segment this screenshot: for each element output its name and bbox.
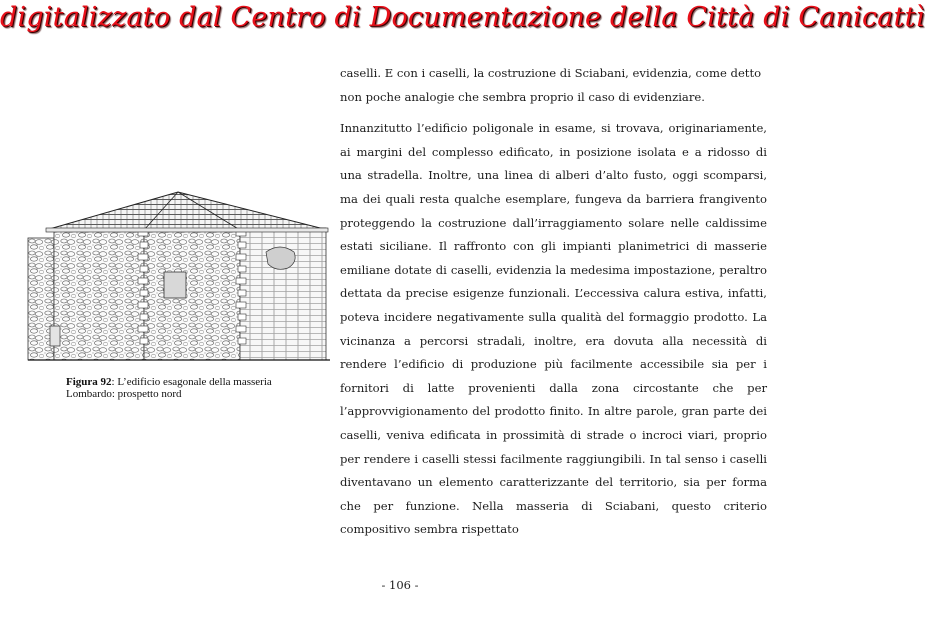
body-paragraph: caselli. E con i caselli, la costruzione di Sciabani, evidenzia, come detto non poche analogie che sembra proprio il caso di evidenziare. xyxy=(340,66,762,104)
roof-eave xyxy=(46,228,328,232)
page-number: - 106 - xyxy=(381,578,419,592)
building-elevation-figure xyxy=(28,190,333,365)
figure-caption xyxy=(66,376,316,400)
digitization-banner: digitalizzato dal Centro di Documentazione della Città di Canicattì xyxy=(0,2,925,33)
body-paragraph: Innanzitutto l’edificio poligonale in esame, si trovava, originariamente, ai margini del complesso edificato, in posizione isolata e a ridosso di una stradella. Inoltre, una linea di alberi d’alto fusto, oggi scomparsi, ma dei quali resta qualche esemplare, fungeva da barriera frangivento proteggendo la costruzione dall’irraggiamento solare nelle caldissime estati siciliane. Il raffronto con gli impianti planimetrici di masserie emiliane dotate di caselli, evidenzia la medesima impostazione, peraltro dettata da precise esigenze funzionali. L’eccessiva calura estiva, infatti, poteva incidere negativamente sulla qualità del formaggio prodotto. La vicinanza a percorsi stradali, inoltre, era dovuta alla necessità di rendere l’edificio di produzione più facilmente accessibile sia per i fornitori di latte provenienti dalla zona circostante che per l’approvvigionamento del prodotto finito. In altre parole, gran parte dei caselli, veniva edificata in prossimità di strade o incroci viari, proprio per rendere i caselli stessi facilmente raggiungibili. In tal senso i caselli diventavano un elemento caratterizzante del territorio, sia per forma che per funzione. Nella masseria di Sciabani, questo criterio compositivo sembra rispettato xyxy=(340,121,767,537)
window-opening xyxy=(164,272,186,298)
figure-caption-text: : L’edificio esagonale della masseria Lombardo: prospetto nord xyxy=(66,376,272,400)
main-wall-center xyxy=(144,228,240,360)
damaged-wall-patch xyxy=(266,247,295,269)
building-drawing xyxy=(28,190,333,365)
figure-caption-label: Figura 92 xyxy=(66,376,112,388)
small-door xyxy=(50,326,60,346)
body-text-column xyxy=(340,62,767,542)
main-wall-left xyxy=(54,228,144,360)
